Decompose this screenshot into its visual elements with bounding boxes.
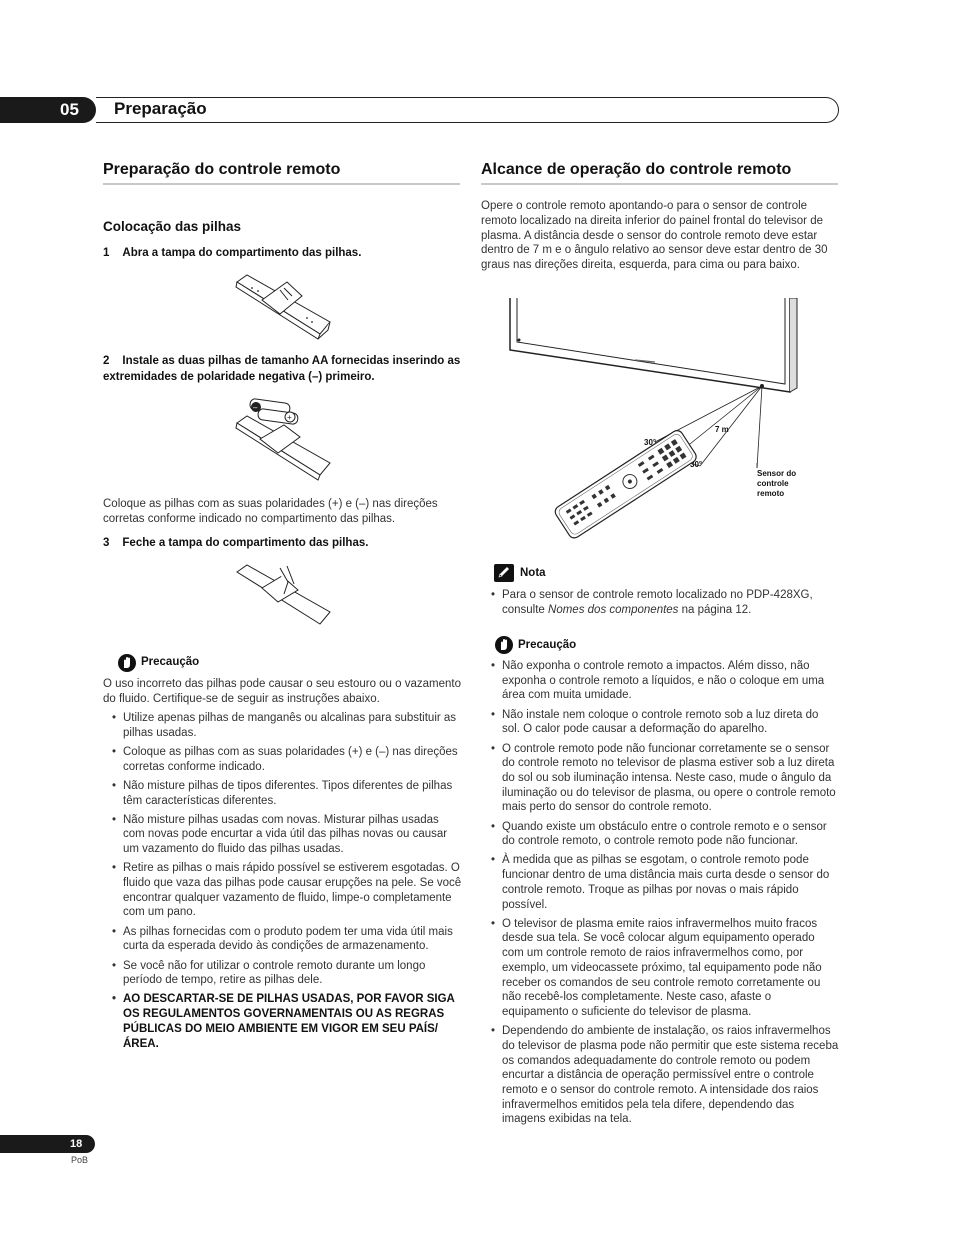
list-item: • O controle remoto pode não funcionar corretamente se o sensor do controle remoto no televisor de plasma estiver sob a luz direta do sol ou sob iluminação intensa. Neste caso, mude o ângulo da iluminação ou do televisor de plasma, ou opere o controle remoto mais perto do sensor do controle remoto. [481,742,839,816]
sensor-label-line1: Sensor do [757,469,797,478]
caution-list-right [481,659,839,1132]
list-item: • Dependendo do ambiente de instalação, os raios infravermelhos do televisor de plasma pode não permitir que este sistema receba os comandos adequadamente do controle remoto ou podem encurtar a distância de operação permissível entre o controle remoto e o sensor do controle remoto. A intensidade dos raios infravermelhos emitidos pela tela difere, dependendo das imagens exibidas na tela. [481,1024,839,1127]
list-item: • Retire as pilhas o mais rápido possível se estiverem esgotadas. O fluido que vaza das pilhas pode causar erupções na pele. Se você encontrar qualquer vazamento de fluido, limpe-o completamente com um pano. [103,861,463,920]
remote-open-cover-illustration [232,272,332,344]
sensor-label-line2: controle [757,479,789,488]
step-2-number: 2 [103,355,110,367]
angle-label-left: 30° [644,438,657,447]
list-item: • Não exponha o controle remoto a impactos. Além disso, não exponha o controle remoto a líquidos, e não o coloque em uma área com muita umidade. [481,659,839,703]
note-pencil-icon [494,564,514,582]
section-title-remote-prep: Preparação do controle remoto [103,161,341,178]
step-1-number: 1 [103,247,110,259]
list-item: • As pilhas fornecidas com o produto podem ter uma vida útil mais curta da esperada devido às condições de armazenamento. [103,925,463,954]
list-item: • À medida que as pilhas se esgotam, o controle remoto pode funcionar dentro de uma distância mais curta desde o sensor do controle remoto. Troque as pilhas por novas o mais rápido possível. [481,853,839,912]
caution-hand-icon [118,654,136,672]
svg-text:–: – [253,403,258,412]
list-item: • Quando existe um obstáculo entre o controle remoto e o sensor do controle remoto, o controle remoto pode não funcionar. [481,820,839,849]
note-item: • Para o sensor de controle remoto localizado no PDP-428XG, consulte Nomes dos componentes na página 12. [481,588,839,617]
language-code: PoB [71,1155,89,1165]
list-item: • Coloque as pilhas com as suas polaridades (+) e (–) nas direções corretas conforme indicado. [103,745,463,774]
list-item: • O televisor de plasma emite raios infravermelhos muito fracos desde sua tela. Se você colocar algum equipamento operado com um controle remoto de raios infravermelhos como, por exemplo, um videocassete próximo, tal equipamento pode não receber os comandos de seu controle remoto corretamente ou não recebê-los completamente. Neste caso, afaste o equipamento o suficiente do televisor de plasma. [481,917,839,1020]
range-intro: Opere o controle remoto apontando-o para o sensor de controle remoto localizado na direita inferior do painel frontal do televisor de plasma. A distância desde o sensor do controle remoto deve estar dentro de 7 m e o ângulo relativo ao sensor deve estar dentro de 30 graus nas direções direita, esquerda, para cima ou para baixo. [481,200,828,272]
polarity-instruction: Coloque as pilhas com as suas polaridades (+) e (–) nas direções corretas conforme indicado no compartimento das pilhas. [103,498,438,525]
step-1 [103,245,463,261]
component-names-reference: Nomes dos componentes [548,603,679,616]
caution-label-left: Precaução [141,656,200,668]
list-item: • Não misture pilhas de tipos diferentes. Tipos diferentes de pilhas têm características diferentes. [103,779,463,808]
chapter-header-bar [96,97,839,123]
svg-text:+: + [287,413,292,422]
list-item: • Não misture pilhas usadas com novas. Misturar pilhas usadas com novas pode encurtar a vida útil das pilhas novas ou causar um vazamento do fluido das pilhas usadas. [103,813,463,857]
list-item: • Utilize apenas pilhas de manganês ou alcalinas para substituir as pilhas usadas. [103,711,463,740]
section-rule [481,183,838,185]
caution-hand-icon [495,636,513,654]
step-3-number: 3 [103,537,110,549]
list-item: • Não instale nem coloque o controle remoto sob a luz direta do sol. O calor pode causar a deformação do aparelho. [481,708,839,737]
section-title-remote-range: Alcance de operação do controle remoto [481,161,792,178]
step-2-text: Instale as duas pilhas de tamanho AA fornecidas inserindo as extremidades de polaridade negativa (–) primeiro. [103,355,461,383]
page-number: 18 [70,1138,83,1150]
chapter-title: Preparação [114,99,207,118]
step-3 [103,535,463,551]
list-item: • AO DESCARTAR-SE DE PILHAS USADAS, POR FAVOR SIGA OS REGULAMENTOS GOVERNAMENTAIS OU AS REGRAS PÚBLICAS DO MEIO AMBIENTE EM VIGOR EM SEU PAÍS/ ÁREA. [103,992,463,1051]
chapter-number: 05 [60,100,79,119]
sensor-label-line3: remoto [757,489,785,498]
step-2 [103,353,463,385]
section-rule [103,183,460,185]
caution-list-left [103,711,463,1056]
remote-insert-batteries-illustration [232,395,332,485]
caution-intro-left: O uso incorreto das pilhas pode causar o seu estouro ou o vazamento do fluido. Certifique-se de seguir as instruções abaixo. [103,678,461,705]
remote-range-diagram [505,298,805,543]
remote-close-cover-illustration [232,562,332,626]
subhead-battery-install: Colocação das pilhas [103,219,242,234]
note-label: Nota [520,567,546,579]
step-1-text: Abra a tampa do compartimento das pilhas. [122,247,362,259]
step-3-text: Feche a tampa do compartimento das pilhas. [122,537,369,549]
angle-label-right: 30° [690,460,703,469]
distance-label: 7 m [715,425,729,434]
chapter-tab [0,97,96,123]
note-list [481,588,839,622]
caution-label-right: Precaução [518,639,577,651]
list-item: • Se você não for utilizar o controle remoto durante um longo período de tempo, retire as pilhas dele. [103,959,463,988]
